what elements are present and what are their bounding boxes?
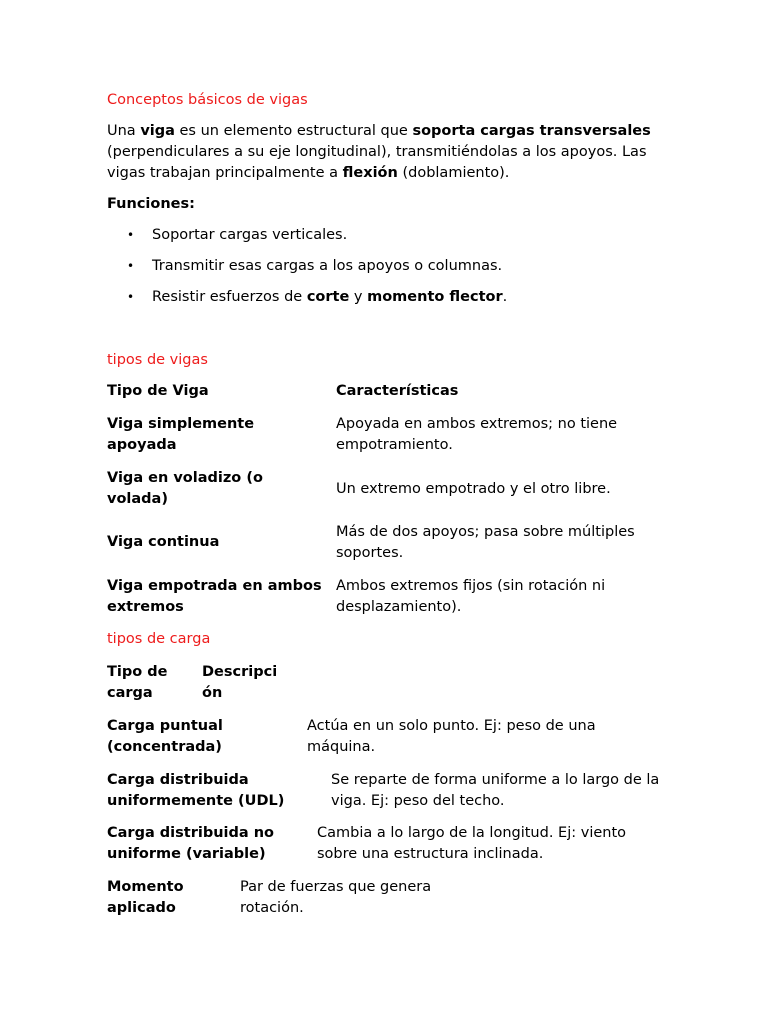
- intro-paragraph: [107, 121, 677, 184]
- section-heading-conceptos: Conceptos básicos de vigas: [107, 92, 308, 108]
- table-cell-descripcion: Se reparte de forma uniforme a lo largo de la viga. Ej: peso del techo.: [331, 772, 660, 809]
- table-cell-tipo-carga: Momento aplicado: [107, 879, 184, 916]
- table-cell-descripcion: Cambia a lo largo de la longitud. Ej: viento sobre una estructura inclinada.: [317, 825, 627, 862]
- table-cell-caracteristica: Apoyada en ambos extremos; no tiene empotramiento.: [336, 416, 618, 453]
- list-item-text: Soportar cargas verticales.: [152, 227, 348, 243]
- table-cell-tipo-carga: Carga distribuida no uniforme (variable): [107, 825, 274, 862]
- table-cell-caracteristica: Más de dos apoyos; pasa sobre múltiples soportes.: [336, 524, 635, 561]
- table-header-descripcion: Descripción: [202, 664, 278, 701]
- section-heading-tipos-vigas: tipos de vigas: [107, 352, 208, 368]
- table-cell-tipo: Viga empotrada en ambos extremos: [107, 578, 322, 615]
- list-item: [107, 225, 667, 256]
- intro-text-3: (perpendiculares a su eje longitudinal), transmitiéndolas a los apoyos. Las vigas trabajan principalmente a: [107, 144, 647, 181]
- item3-bold-momento: momento flector: [367, 289, 503, 305]
- item3-text-2: y: [349, 289, 368, 305]
- table-header-tipo: Tipo de Viga: [107, 383, 209, 399]
- list-item: [107, 287, 667, 318]
- table-header-tipo-carga: Tipo de carga: [107, 664, 168, 701]
- table-header-caracteristicas: Características: [336, 383, 459, 399]
- list-item-text: [152, 287, 507, 308]
- table-cell-tipo: Viga simplemente apoyada: [107, 416, 255, 453]
- intro-bold-flexion: flexión: [342, 165, 398, 181]
- intro-bold-soporta: soporta cargas transversales: [412, 123, 651, 139]
- list-item: [107, 256, 667, 287]
- table-cell-descripcion: Par de fuerzas que genera rotación.: [240, 879, 432, 916]
- table-cell-caracteristica: Ambos extremos fijos (sin rotación ni desplazamiento).: [336, 578, 606, 615]
- intro-text-2: es un elemento estructural que: [174, 123, 413, 139]
- intro-bold-viga: viga: [140, 123, 175, 139]
- table-cell-descripcion: Actúa en un solo punto. Ej: peso de una máquina.: [307, 718, 596, 755]
- bullet-icon: •: [127, 228, 135, 242]
- section-heading-tipos-carga: tipos de carga: [107, 631, 211, 647]
- bullet-icon: •: [127, 259, 135, 273]
- table-cell-tipo-carga: Carga distribuida uniformemente (UDL): [107, 772, 285, 809]
- table-cell-tipo: Viga continua: [107, 534, 220, 550]
- intro-text-1: Una: [107, 123, 141, 139]
- item3-text-1: Resistir esfuerzos de: [152, 289, 307, 305]
- functions-list: [107, 225, 667, 318]
- list-item-text: Transmitir esas cargas a los apoyos o columnas.: [152, 258, 503, 274]
- item3-bold-corte: corte: [306, 289, 350, 305]
- table-cell-tipo: Viga en voladizo (o volada): [107, 470, 263, 507]
- intro-text-4: (doblamiento).: [397, 165, 510, 181]
- functions-label: Funciones:: [107, 196, 195, 212]
- table-cell-caracteristica: Un extremo empotrado y el otro libre.: [336, 481, 611, 497]
- bullet-icon: •: [127, 290, 135, 304]
- table-cell-tipo-carga: Carga puntual (concentrada): [107, 718, 223, 755]
- item3-text-3: .: [502, 289, 508, 305]
